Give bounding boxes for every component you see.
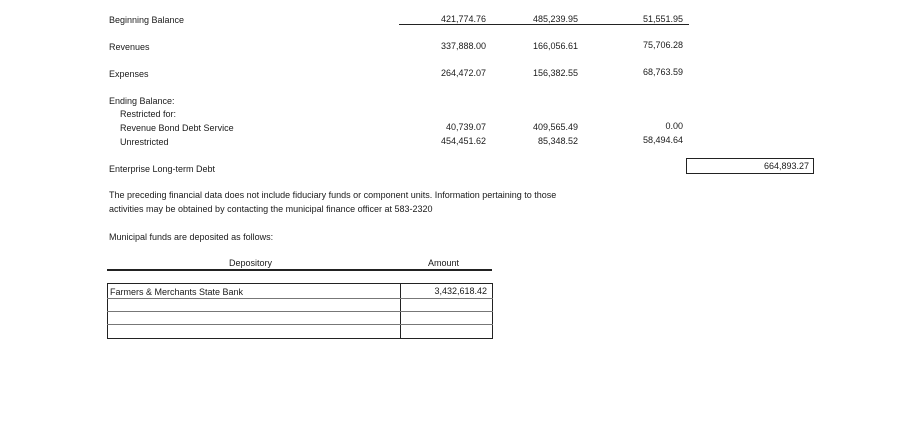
beginning-balance-col3: 51,551.95 — [642, 14, 683, 24]
table-row-divider — [107, 311, 493, 312]
note-line-1: The preceding financial data does not include fiduciary funds or component units. Information pertaining to those — [109, 190, 557, 200]
table-row-divider — [107, 298, 493, 299]
unrestricted-col2: 85,348.52 — [537, 136, 578, 146]
amount-column-header: Amount — [428, 258, 460, 268]
expenses-col3: 68,763.59 — [642, 67, 683, 77]
revenue-bond-col2: 409,565.49 — [532, 122, 578, 132]
expenses-col2: 156,382.55 — [532, 68, 578, 78]
unrestricted-col1: 454,451.62 — [440, 136, 486, 146]
deposits-header-rule — [107, 269, 492, 271]
depository-column-header: Depository — [229, 258, 273, 268]
expenses-col1: 264,472.07 — [440, 68, 486, 78]
revenue-bond-col3: 0.00 — [665, 121, 683, 131]
enterprise-debt-label: Enterprise Long-term Debt — [109, 164, 216, 174]
revenues-col2: 166,056.61 — [532, 41, 578, 51]
deposit-row-amount: 3,432,618.42 — [434, 286, 487, 296]
ending-balance-label: Ending Balance: — [109, 96, 175, 106]
revenues-col3: 75,706.28 — [642, 40, 683, 50]
revenue-bond-col1: 40,739.07 — [445, 122, 486, 132]
revenues-col1: 337,888.00 — [440, 41, 486, 51]
table-row-divider — [107, 324, 493, 325]
deposits-intro: Municipal funds are deposited as follows: — [109, 232, 274, 242]
beginning-balance-col1: 421,774.76 — [440, 14, 486, 24]
restricted-for-label: Restricted for: — [120, 109, 177, 119]
beginning-balance-col2: 485,239.95 — [532, 14, 578, 24]
column-header-rule — [399, 24, 689, 25]
row-label-revenues: Revenues — [109, 42, 150, 52]
row-label-beginning-balance: Beginning Balance — [109, 15, 185, 25]
unrestricted-label: Unrestricted — [120, 137, 169, 147]
enterprise-debt-value: 664,893.27 — [763, 161, 809, 171]
note-line-2: activities may be obtained by contacting the municipal finance officer at 583-2320 — [109, 204, 433, 214]
revenue-bond-debt-service-label: Revenue Bond Debt Service — [120, 123, 234, 133]
enterprise-debt-box — [686, 158, 814, 174]
row-label-expenses: Expenses — [109, 69, 149, 79]
unrestricted-col3: 58,494.64 — [642, 135, 683, 145]
deposit-row-depository: Farmers & Merchants State Bank — [110, 287, 244, 297]
